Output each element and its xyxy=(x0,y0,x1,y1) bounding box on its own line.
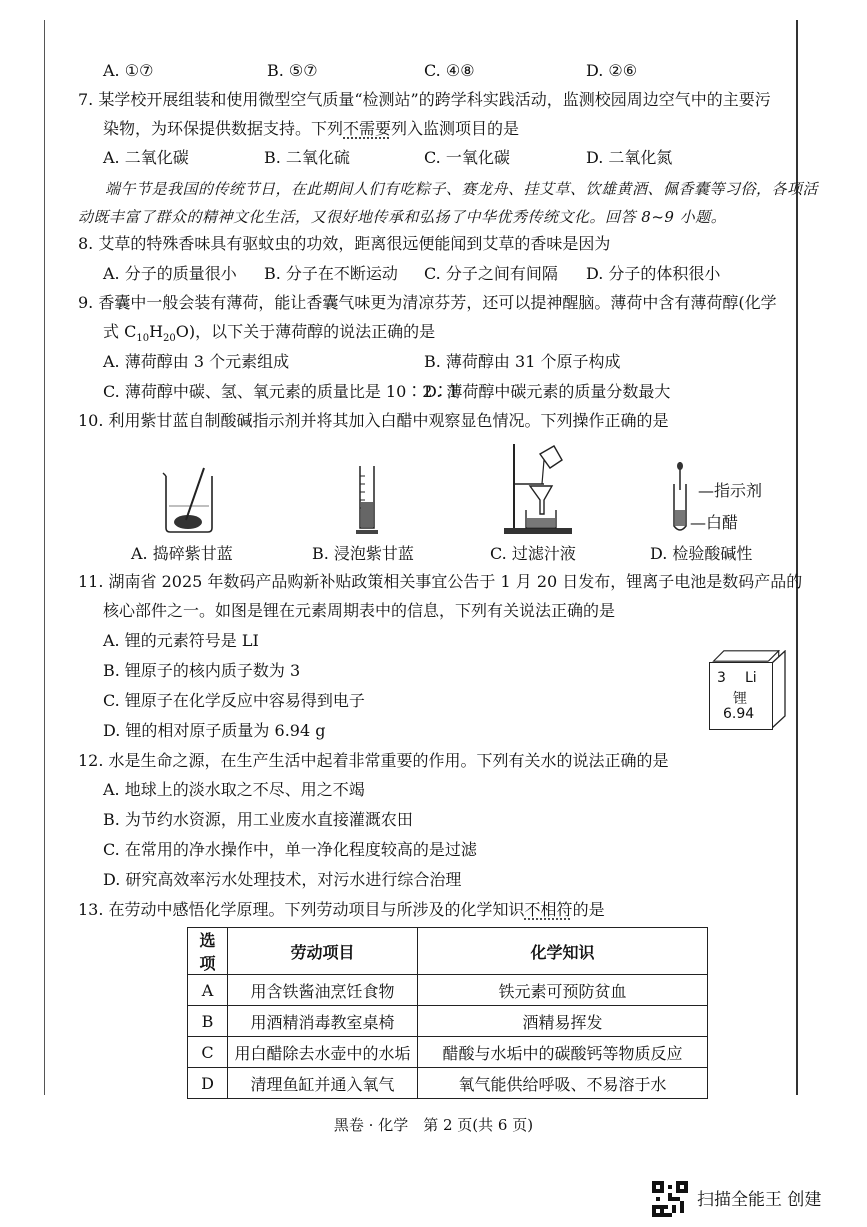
q7-option-c: C. 一氧化碳 xyxy=(424,148,510,167)
table-row xyxy=(188,1068,708,1099)
q6-option-d: D. ②⑥ xyxy=(586,61,638,80)
q9-stem-line1: 9. 香囊中一般会装有薄荷，能让香囊气味更为清凉芬芳，还可以提神醒脑。薄荷中含有薄荷醇(化学 xyxy=(78,293,777,312)
graduated-cylinder-figure xyxy=(352,462,382,537)
q10-caption-a: A. 捣碎紫甘蓝 xyxy=(131,544,233,563)
table-header-row xyxy=(188,928,708,975)
row-c-label: C xyxy=(188,1037,228,1068)
table-row xyxy=(188,975,708,1006)
header-labor-project: 劳动项目 xyxy=(228,928,418,975)
q11-stem-line1: 11. 湖南省 2025 年数码产品购新补贴政策相关事宜公告于 1 月 20 日发布，锂离子电池是数码产品的 xyxy=(78,572,803,591)
q9-option-d: D. 薄荷醇中碳元素的质量分数最大 xyxy=(424,382,671,401)
row-c-knowledge: 醋酸与水垢中的碳酸钙等物质反应 xyxy=(418,1037,708,1068)
q9-formula-c: 式 C xyxy=(103,322,137,341)
filtration-apparatus-figure xyxy=(500,440,580,538)
row-a-knowledge: 铁元素可预防贫血 xyxy=(418,975,708,1006)
q13-stem-text-end: 的是 xyxy=(572,900,605,919)
table-row xyxy=(188,1006,708,1037)
q6-option-b: B. ⑤⑦ xyxy=(267,61,318,80)
q7-stem-text-end: 列入监测项目的是 xyxy=(391,119,520,138)
page-footer: 黑卷 · 化学 第 2 页(共 6 页) xyxy=(333,1116,534,1134)
q12-option-b: B. 为节约水资源，用工业废水直接灌溉农田 xyxy=(103,810,413,829)
qr-code-icon xyxy=(652,1181,688,1217)
table-row xyxy=(188,1037,708,1068)
q10-stem: 10. 利用紫甘蓝自制酸碱指示剂并将其加入白醋中观察显色情况。下列操作正确的是 xyxy=(78,411,669,430)
q11-option-c: C. 锂原子在化学反应中容易得到电子 xyxy=(103,691,365,710)
q8-option-c: C. 分子之间有间隔 xyxy=(424,264,558,283)
atomic-mass: 6.94 xyxy=(723,706,755,722)
q9-formula-h: H xyxy=(149,322,164,341)
q7-option-b: B. 二氧化硫 xyxy=(264,148,350,167)
row-b-project: 用酒精消毒教室桌椅 xyxy=(228,1006,418,1037)
header-chem-knowledge: 化学知识 xyxy=(418,928,708,975)
q13-stem-text: 13. 在劳动中感悟化学原理。下列劳动项目与所涉及的化学知识 xyxy=(78,900,525,919)
row-b-knowledge: 酒精易挥发 xyxy=(418,1006,708,1037)
intro-line2: 动既丰富了群众的精神文化生活，又很好地传承和弘扬了中华优秀传统文化。回答 8~9 小题。 xyxy=(78,208,727,226)
q11-option-b: B. 锂原子的核内质子数为 3 xyxy=(103,661,301,680)
q9-subscript-10: 10 xyxy=(136,333,150,345)
q12-option-d: D. 研究高效率污水处理技术，对污水进行综合治理 xyxy=(103,870,462,889)
element-name: 锂 xyxy=(733,691,747,707)
q6-option-c: C. ④⑧ xyxy=(424,61,475,80)
row-a-label: A xyxy=(188,975,228,1006)
periodic-table-cell xyxy=(709,650,787,730)
q13-table xyxy=(187,927,708,1099)
intro-line1: 端午节是我国的传统节日，在此期间人们有吃粽子、赛龙舟、挂艾草、饮雄黄酒、佩香囊等习俗，各项活 xyxy=(105,180,819,198)
q11-option-d: D. 锂的相对原子质量为 6.94 g xyxy=(103,721,326,740)
q12-stem: 12. 水是生命之源，在生产生活中起着非常重要的作用。下列有关水的说法正确的是 xyxy=(78,751,669,770)
row-c-project: 用白醋除去水壶中的水垢 xyxy=(228,1037,418,1068)
row-d-label: D xyxy=(188,1068,228,1099)
q10-caption-b: B. 浸泡紫甘蓝 xyxy=(312,544,414,563)
q12-option-c: C. 在常用的净水操作中，单一净化程度较高的是过滤 xyxy=(103,840,477,859)
header-option: 选项 xyxy=(188,928,228,975)
element-symbol: Li xyxy=(745,670,757,686)
q7-emphasis: 不需要 xyxy=(343,119,392,138)
scanner-watermark: 扫描全能王 创建 xyxy=(697,1190,822,1210)
q9-option-b: B. 薄荷醇由 31 个原子构成 xyxy=(424,352,621,371)
q8-option-b: B. 分子在不断运动 xyxy=(264,264,398,283)
indicator-label: —指示剂 xyxy=(698,481,763,500)
q7-stem-line2 xyxy=(103,118,519,140)
q9-stem-line2 xyxy=(103,321,435,350)
q13-stem xyxy=(78,899,605,921)
q8-option-a: A. 分子的质量很小 xyxy=(103,264,237,283)
row-d-project: 清理鱼缸并通入氧气 xyxy=(228,1068,418,1099)
q7-stem-text: 染物，为环保提供数据支持。下列 xyxy=(103,119,344,138)
q11-option-a: A. 锂的元素符号是 LI xyxy=(103,631,259,650)
q9-option-c: C. 薄荷醇中碳、氢、氧元素的质量比是 10∶2∶1 xyxy=(103,382,459,401)
q9-subscript-20: 20 xyxy=(163,333,176,345)
q10-caption-d: D. 检验酸碱性 xyxy=(650,544,753,563)
q8-stem: 8. 艾草的特殊香味具有驱蚊虫的功效，距离很远便能闻到艾草的香味是因为 xyxy=(78,234,611,253)
q11-stem-line2: 核心部件之一。如图是锂在元素周期表中的信息，下列有关说法正确的是 xyxy=(103,601,616,620)
vinegar-label: —白醋 xyxy=(690,513,739,532)
row-d-knowledge: 氧气能供给呼吸、不易溶于水 xyxy=(418,1068,708,1099)
q9-stem-text-end: O)，以下关于薄荷醇的说法正确的是 xyxy=(175,322,436,341)
q7-option-a: A. 二氧化碳 xyxy=(103,148,189,167)
vinegar-label-text: 白醋 xyxy=(706,513,739,532)
mortar-beaker-figure xyxy=(160,466,220,536)
q7-stem-line1: 7. 某学校开展组装和使用微型空气质量“检测站”的跨学科实践活动，监测校园周边空气中的主要污 xyxy=(78,90,771,109)
cell-3d-side xyxy=(771,650,787,730)
q7-option-d: D. 二氧化氮 xyxy=(586,148,673,167)
indicator-label-text: 指示剂 xyxy=(714,481,763,500)
atomic-number: 3 xyxy=(717,670,726,686)
row-b-label: B xyxy=(188,1006,228,1037)
q6-option-a: A. ①⑦ xyxy=(103,61,154,80)
row-a-project: 用含铁酱油烹饪食物 xyxy=(228,975,418,1006)
q9-option-a: A. 薄荷醇由 3 个元素组成 xyxy=(103,352,290,371)
q12-option-a: A. 地球上的淡水取之不尽、用之不竭 xyxy=(103,780,365,799)
left-margin-rule xyxy=(44,20,45,1095)
q13-emphasis: 不相符 xyxy=(524,900,573,919)
q8-option-d: D. 分子的体积很小 xyxy=(586,264,721,283)
q10-caption-c: C. 过滤汁液 xyxy=(490,544,576,563)
